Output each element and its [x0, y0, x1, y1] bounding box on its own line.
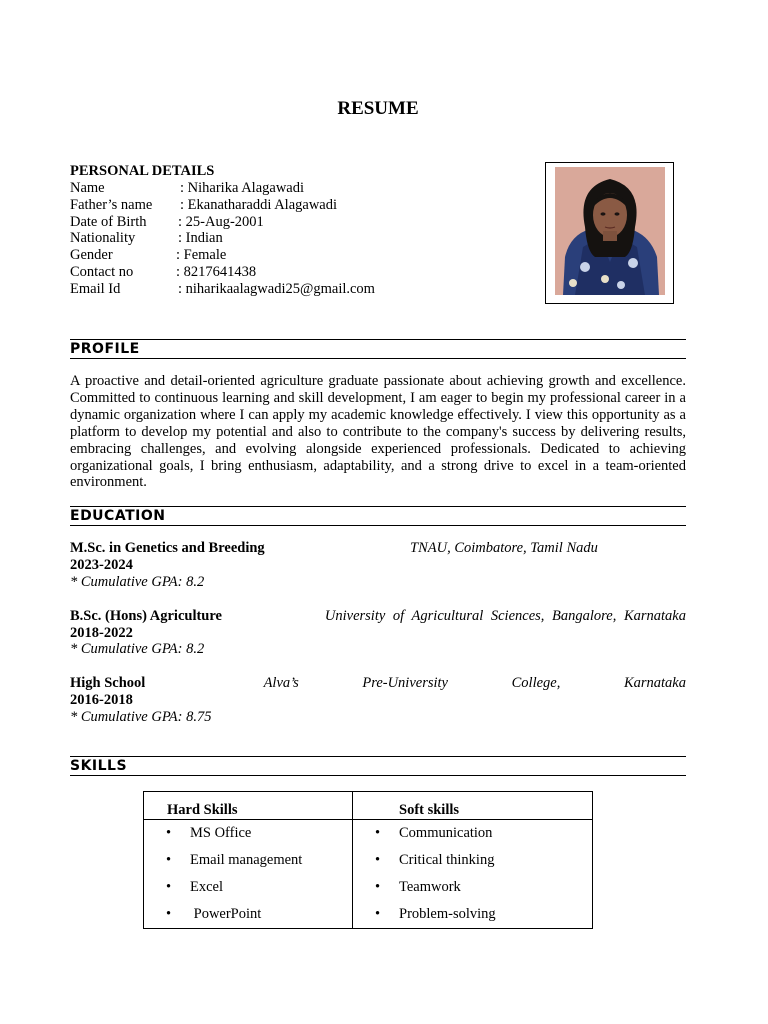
row-label: Gender: [70, 247, 113, 263]
row-label: Nationality: [70, 230, 136, 246]
hard-skills-cell: [144, 820, 353, 929]
hard-skills-list: [144, 820, 352, 928]
row-value: : Ekanatharaddi Alagawadi: [180, 197, 338, 213]
skills-section-header: [70, 756, 686, 776]
soft-skills-header: Soft skills: [353, 792, 593, 820]
personal-row-contact: [70, 264, 256, 281]
skills-heading: SKILLS: [70, 758, 128, 774]
institution: Alva’s Pre-University College, Karnataka: [263, 675, 686, 691]
education-entry-msc: [70, 540, 686, 557]
education-section-header: [70, 506, 686, 526]
row-label: Name: [70, 180, 105, 196]
institution: University of Agricultural Sciences, Bangalore, Karnataka: [324, 608, 686, 624]
profile-photo: [555, 167, 665, 295]
skills-table: [143, 791, 593, 929]
degree: M.Sc. in Genetics and Breeding: [70, 540, 265, 556]
education-gpa: * Cumulative GPA: 8.2: [70, 641, 205, 657]
list-item: [144, 820, 352, 847]
personal-row-email: [70, 281, 375, 298]
skill-label: Teamwork: [399, 879, 461, 895]
skill-label: Problem-solving: [399, 906, 496, 922]
bullet-icon: •: [375, 825, 381, 841]
list-item: [144, 847, 352, 874]
list-item: [353, 874, 592, 901]
row-label: Contact no: [70, 264, 134, 280]
bullet-icon: •: [375, 879, 381, 895]
education-years: 2018-2022: [70, 625, 133, 641]
profile-text: A proactive and detail-oriented agriculture graduate passionate about achieving growth and excellence. Committed to continuous learning and skill development, I am eager to begin my professional career in a dynamic organization where I can apply my academic knowledge effectively. I view this opportunity as a platform to develop my potential and also to contribute to the company's success by delivering results, embracing challenges, and evolving alongside experienced professionals. Dedicated to achieving organizational goals, I bring enthusiasm, adaptability, and a strong drive to excel in a team-oriented environment.: [70, 373, 686, 491]
row-label: Father’s name: [70, 197, 153, 213]
resume-title: RESUME: [337, 98, 419, 119]
row-value: : niharikaalagwadi25@gmail.com: [178, 281, 375, 297]
list-item: [353, 847, 592, 874]
list-item: [353, 820, 592, 847]
skill-label: Critical thinking: [399, 852, 495, 868]
education-gpa: * Cumulative GPA: 8.2: [70, 574, 205, 590]
soft-skills-cell: [353, 820, 593, 929]
skill-label: PowerPoint: [190, 906, 262, 922]
soft-skills-list: [353, 820, 592, 928]
list-item: [144, 874, 352, 901]
personal-row-father: [70, 197, 337, 214]
row-value: : 8217641438: [176, 264, 257, 280]
row-value: : 25-Aug-2001: [178, 214, 264, 230]
bullet-icon: •: [166, 906, 172, 922]
personal-row-dob: [70, 214, 264, 231]
profile-photo-frame: [545, 162, 674, 304]
education-gpa: * Cumulative GPA: 8.75: [70, 709, 212, 725]
education-years: 2016-2018: [70, 692, 133, 708]
bullet-icon: •: [375, 852, 381, 868]
skill-label: MS Office: [190, 825, 252, 841]
degree: High School: [70, 675, 146, 691]
row-label: Date of Birth: [70, 214, 147, 230]
skill-label: Email management: [190, 852, 303, 868]
bullet-icon: •: [375, 906, 381, 922]
skill-label: Communication: [399, 825, 493, 841]
personal-row-gender: [70, 247, 226, 264]
row-value: : Female: [176, 247, 227, 263]
bullet-icon: •: [166, 825, 172, 841]
list-item: [144, 901, 352, 928]
education-entry-bsc: [70, 608, 686, 625]
skill-label: Excel: [190, 879, 224, 895]
personal-row-nationality: [70, 230, 223, 247]
personal-details-heading: PERSONAL DETAILS: [70, 163, 215, 179]
profile-heading: PROFILE: [70, 341, 140, 357]
bullet-icon: •: [166, 879, 172, 895]
row-value: : Niharika Alagawadi: [180, 180, 305, 196]
education-entry-high-school: [70, 675, 686, 692]
list-item: [353, 901, 592, 928]
row-value: : Indian: [178, 230, 223, 246]
education-heading: EDUCATION: [70, 508, 166, 524]
profile-section-header: [70, 339, 686, 359]
degree: B.Sc. (Hons) Agriculture: [70, 608, 222, 624]
bullet-icon: •: [166, 852, 172, 868]
personal-row-name: [70, 180, 304, 197]
institution: TNAU, Coimbatore, Tamil Nadu: [410, 540, 598, 556]
education-years: 2023-2024: [70, 557, 133, 573]
hard-skills-header: Hard Skills: [144, 792, 353, 820]
row-label: Email Id: [70, 281, 121, 297]
